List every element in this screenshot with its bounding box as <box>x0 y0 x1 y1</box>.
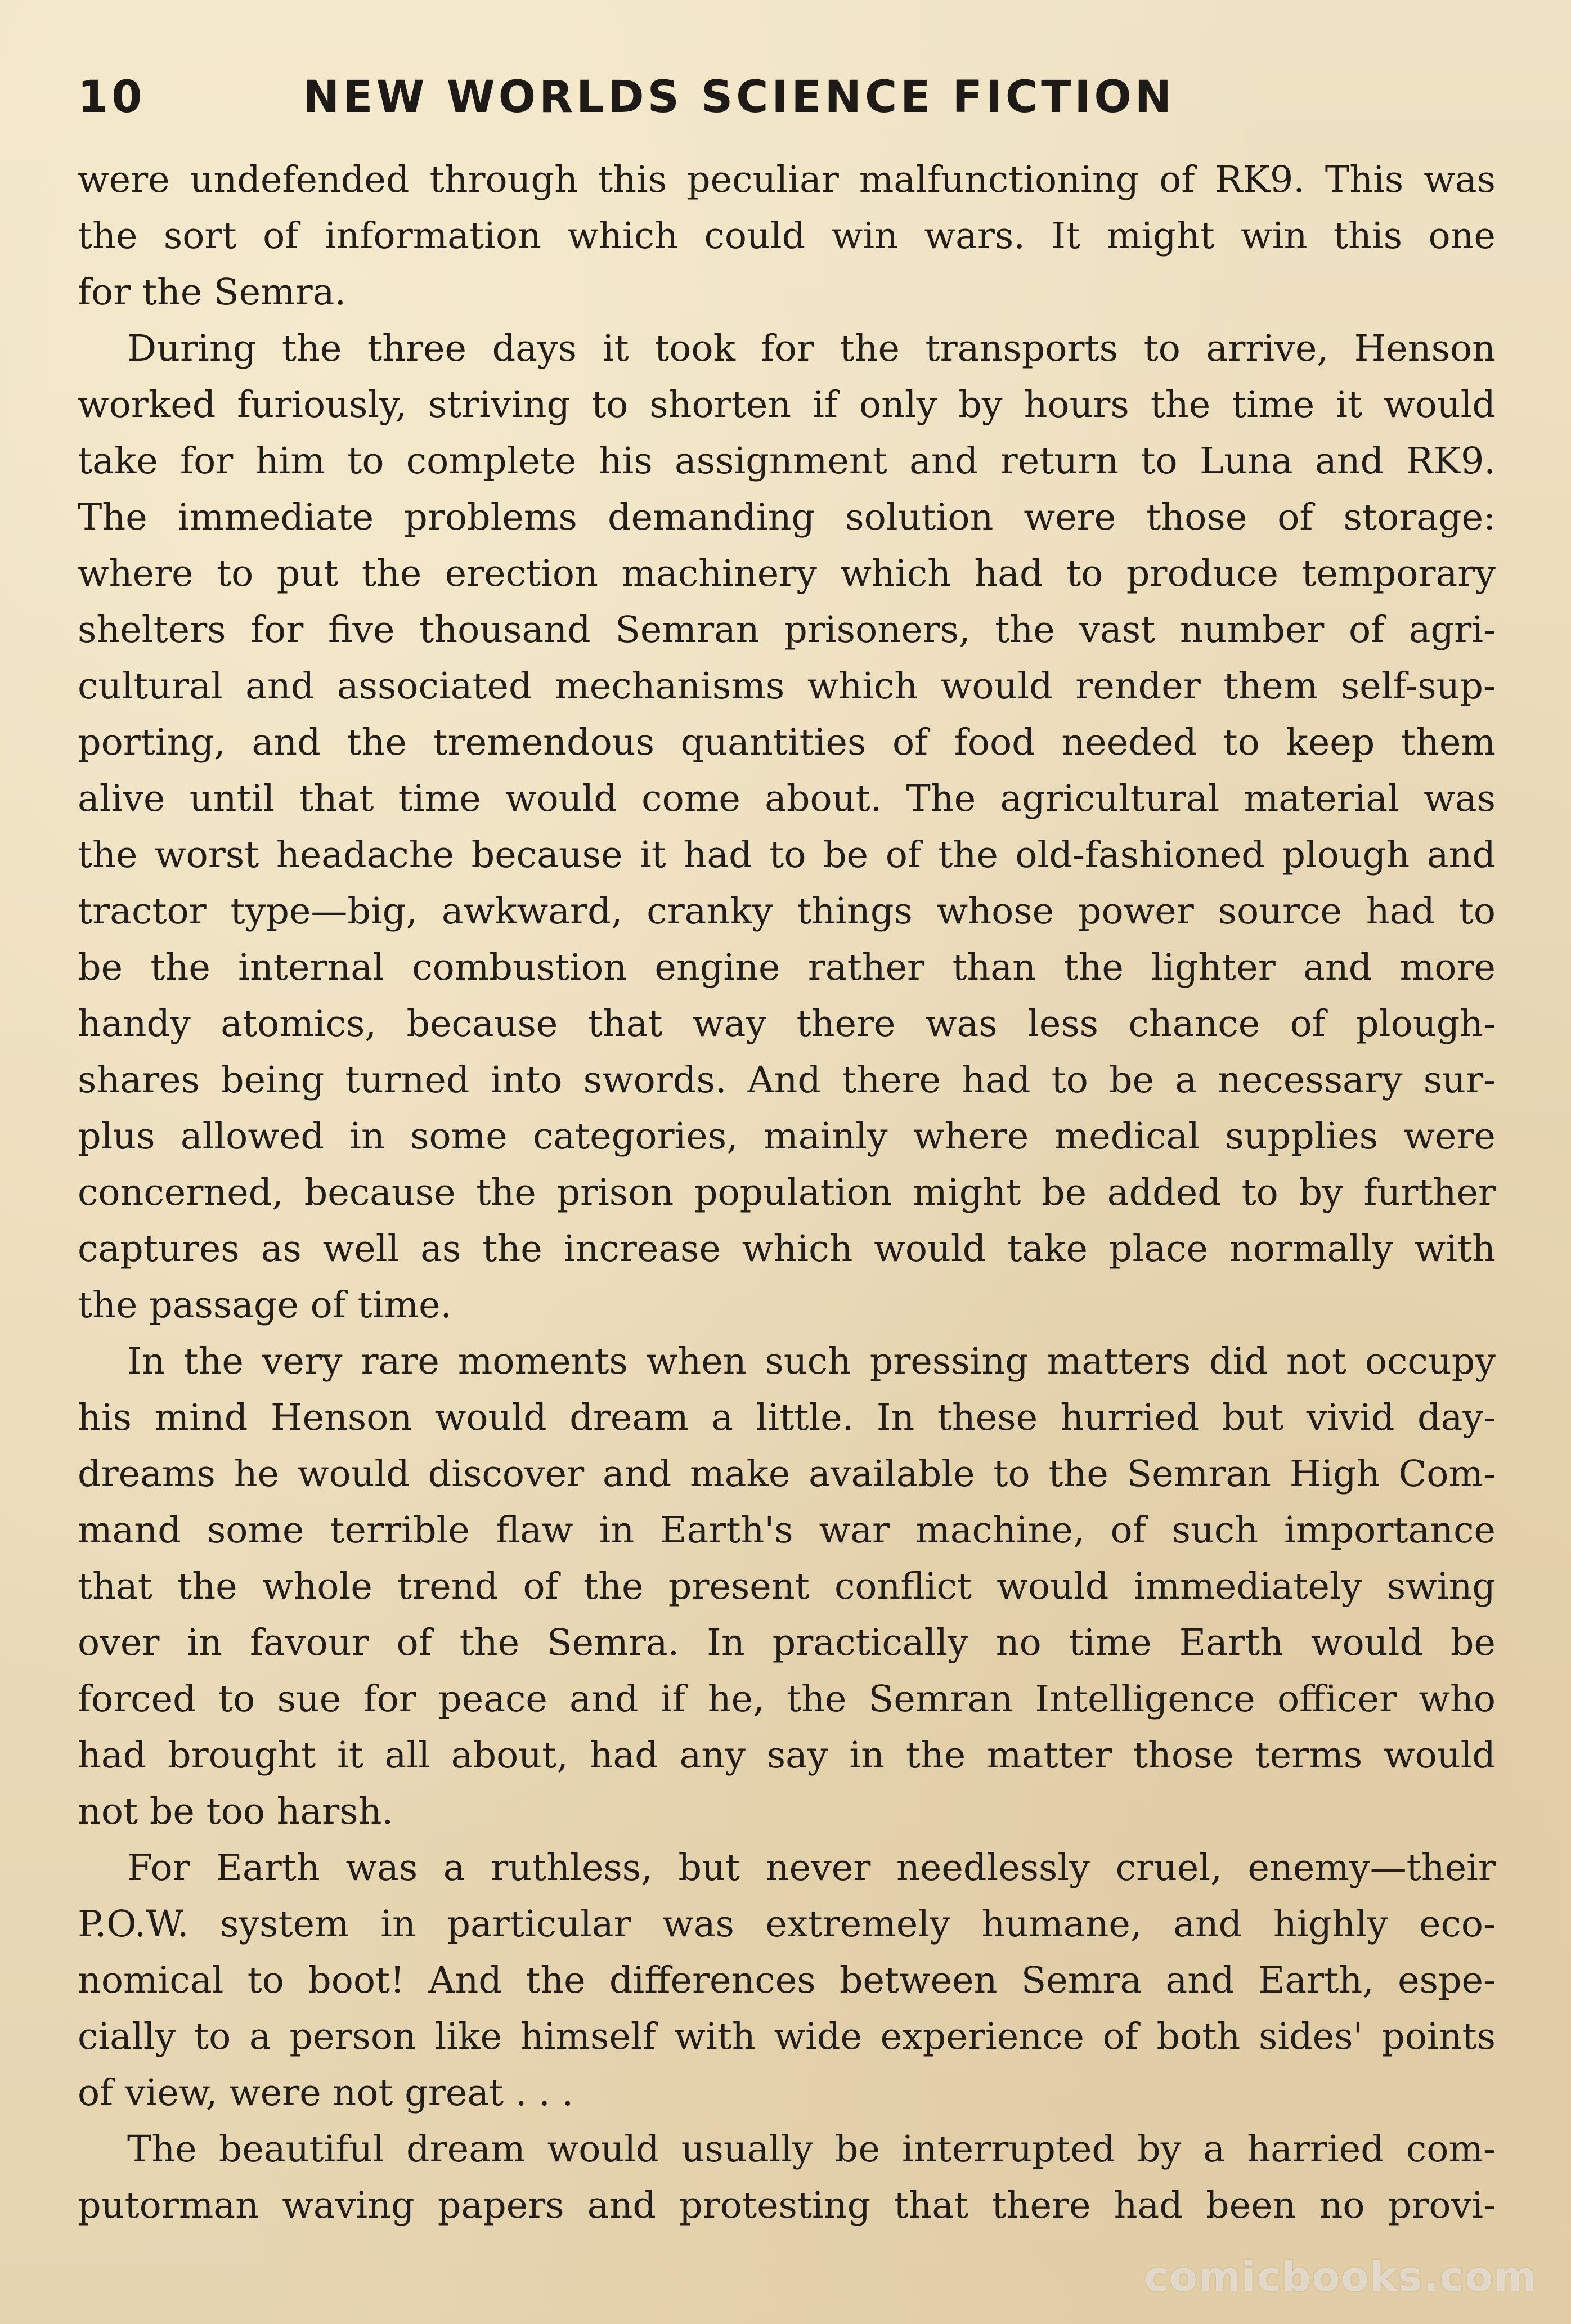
text-line: where to put the erection machinery which had to produce temporary <box>78 553 1496 595</box>
page-header <box>78 72 1496 140</box>
text-line: The beautiful dream would usually be interrupted by a harried com- <box>127 2128 1496 2170</box>
text-line: porting, and the tremendous quantities of food needed to keep them <box>78 721 1496 764</box>
watermark: comicbooks.com <box>1144 2253 1537 2300</box>
text-line: dreams he would discover and make available to the Semran High Com- <box>78 1453 1496 1495</box>
text-line: forced to sue for peace and if he, the Semran Intelligence officer who <box>78 1678 1496 1720</box>
text-line: the passage of time. <box>78 1284 452 1326</box>
text-line: over in favour of the Semra. In practically no time Earth would be <box>78 1622 1496 1664</box>
text-line: shares being turned into swords. And there had to be a necessary sur- <box>78 1059 1496 1101</box>
running-head: NEW WORLDS SCIENCE FICTION <box>303 72 1175 123</box>
text-line: his mind Henson would dream a little. In these hurried but vivid day- <box>78 1397 1496 1439</box>
text-line: had brought it all about, had any say in the matter those terms would <box>78 1734 1496 1776</box>
text-line: During the three days it took for the transports to arrive, Henson <box>127 327 1496 370</box>
text-line: be the internal combustion engine rather than the lighter and more <box>78 946 1496 989</box>
text-line: handy atomics, because that way there was less chance of plough- <box>78 1003 1496 1045</box>
paragraph-5 <box>78 2121 1496 2234</box>
text-line: not be too harsh. <box>78 1791 394 1833</box>
text-line: the sort of information which could win wars. It might win this one <box>78 215 1496 257</box>
text-line: nomical to boot! And the differences between Semra and Earth, espe- <box>78 1959 1496 2002</box>
text-line: alive until that time would come about. The agricultural material was <box>78 778 1496 820</box>
text-line: concerned, because the prison population might be added to by further <box>78 1172 1496 1214</box>
text-line: P.O.W. system in particular was extremely humane, and highly eco- <box>78 1903 1496 1945</box>
text-line: captures as well as the increase which would take place normally with <box>78 1228 1496 1270</box>
paragraph-2 <box>78 321 1496 1334</box>
text-line: shelters for five thousand Semran prisoners, the vast number of agri- <box>78 609 1496 651</box>
text-line: of view, were not great . . . <box>78 2072 574 2114</box>
text-line: worked furiously, striving to shorten if only by hours the time it would <box>78 384 1496 426</box>
paragraph-3 <box>78 1334 1496 1840</box>
paragraph-1 <box>78 152 1496 321</box>
text-line: take for him to complete his assignment and return to Luna and RK9. <box>78 440 1496 482</box>
text-line: In the very rare moments when such pressing matters did not occupy <box>127 1340 1496 1383</box>
text-line: the worst headache because it had to be of the old-fashioned plough and <box>78 834 1496 876</box>
text-line: tractor type—big, awkward, cranky things whose power source had to <box>78 890 1496 932</box>
page-number: 10 <box>78 72 146 123</box>
paragraph-4 <box>78 1840 1496 2121</box>
text-line: The immediate problems demanding solution were those of storage: <box>78 496 1496 539</box>
text-line: for the Semra. <box>78 271 347 313</box>
text-line: that the whole trend of the present conflict would immediately swing <box>78 1565 1496 1608</box>
text-line: cultural and associated mechanisms which would render them self-sup- <box>78 665 1496 707</box>
text-line: For Earth was a ruthless, but never needlessly cruel, enemy—their <box>127 1847 1496 1889</box>
text-line: mand some terrible flaw in Earth's war machine, of such importance <box>78 1509 1496 1551</box>
text-line: cially to a person like himself with wide experience of both sides' points <box>78 2016 1496 2058</box>
text-line: were undefended through this peculiar malfunctioning of RK9. This was <box>78 159 1496 201</box>
text-line: plus allowed in some categories, mainly where medical supplies were <box>78 1115 1496 1157</box>
text-line: putorman waving papers and protesting that there had been no provi- <box>78 2184 1496 2227</box>
body-text <box>78 152 1496 2234</box>
